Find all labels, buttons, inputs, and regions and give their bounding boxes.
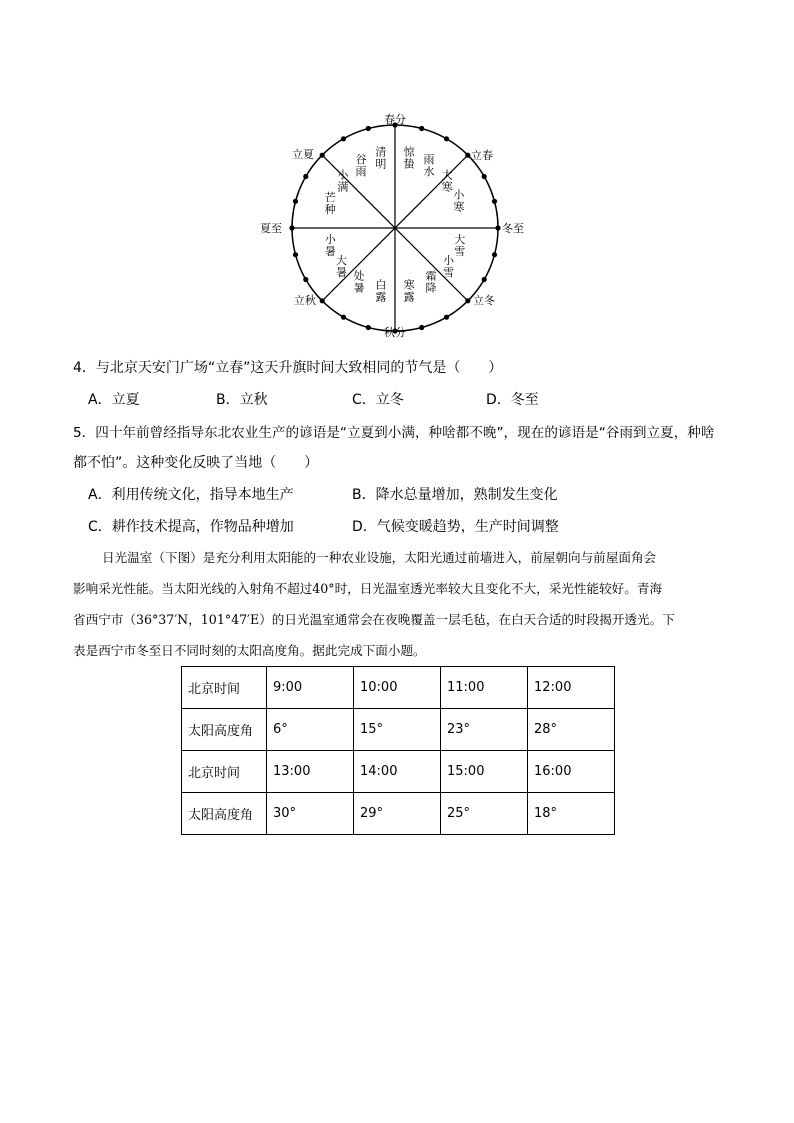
term-dot bbox=[341, 315, 346, 320]
term-dot bbox=[495, 225, 500, 230]
table-cell: 12:00 bbox=[528, 667, 615, 709]
table-cell: 30° bbox=[267, 793, 354, 835]
term-dot bbox=[419, 126, 424, 131]
inner-term-label: 谷雨 bbox=[355, 153, 367, 179]
table-cell: 太阳高度角 bbox=[182, 709, 267, 751]
q5-option-d[interactable]: D．气候变暖趋势，生产时间调整 bbox=[352, 519, 559, 535]
term-label-top-left: 立夏 bbox=[292, 148, 314, 161]
table-cell: 13:00 bbox=[267, 751, 354, 793]
term-label-left: 夏至 bbox=[260, 222, 282, 235]
q4-option-a[interactable]: A．立夏 bbox=[88, 392, 140, 408]
term-dot bbox=[293, 199, 298, 204]
term-dot bbox=[465, 153, 470, 158]
table-cell: 15° bbox=[354, 709, 441, 751]
question-5-stem-line1: 5．四十年前曾经指导东北农业生产的谚语是“立夏到小满，种啥都不晚”，现在的谚语是“谷雨到立夏，种啥 bbox=[73, 425, 715, 441]
passage-line-3: 省西宁市（36°37′N，101°47′E）的日光温室通常会在夜晚覆盖一层毛毡，在白天合适的时段揭开透光。下 bbox=[73, 612, 675, 627]
inner-term-label: 处暑 bbox=[353, 269, 365, 295]
term-dot bbox=[492, 199, 497, 204]
sun-altitude-table bbox=[181, 666, 615, 835]
inner-term-label: 小满 bbox=[337, 168, 349, 194]
q4-option-b[interactable]: B．立秋 bbox=[216, 392, 268, 408]
inner-term-label: 白露 bbox=[375, 278, 387, 304]
inner-term-label: 小雪 bbox=[443, 253, 455, 279]
term-dot bbox=[492, 252, 497, 257]
term-dot bbox=[482, 174, 487, 179]
inner-term-label: 大寒 bbox=[441, 168, 453, 194]
table-cell: 9:00 bbox=[267, 667, 354, 709]
table-cell: 25° bbox=[441, 793, 528, 835]
table-cell: 28° bbox=[528, 709, 615, 751]
passage-line-2: 影响采光性能。当太阳光线的入射角不超过40°时，日光温室透光率较大且变化不大，采光性能较好。青海 bbox=[73, 581, 663, 596]
term-dot bbox=[289, 225, 294, 230]
term-label-top-right: 立春 bbox=[471, 149, 493, 162]
inner-term-label: 大雪 bbox=[454, 233, 466, 258]
table-row bbox=[182, 667, 615, 709]
q5-option-b[interactable]: B．降水总量增加，熟制发生变化 bbox=[352, 487, 558, 503]
term-label-bottom-right: 立冬 bbox=[473, 294, 495, 307]
term-label-top: 春分 bbox=[384, 113, 406, 126]
term-dot bbox=[341, 136, 346, 141]
q4-option-c[interactable]: C．立冬 bbox=[352, 392, 404, 408]
table-cell: 16:00 bbox=[528, 751, 615, 793]
table-row bbox=[182, 751, 615, 793]
term-dot bbox=[320, 153, 325, 158]
q4-option-d[interactable]: D．冬至 bbox=[486, 392, 539, 408]
inner-term-label: 小暑 bbox=[324, 233, 336, 258]
term-label-bottom: 秋分 bbox=[384, 326, 406, 339]
table-cell: 10:00 bbox=[354, 667, 441, 709]
term-dot bbox=[293, 252, 298, 257]
inner-term-label: 小寒 bbox=[453, 188, 465, 214]
table-cell: 6° bbox=[267, 709, 354, 751]
solar-terms-diagram bbox=[250, 110, 540, 342]
term-label-right: 冬至 bbox=[502, 222, 524, 235]
term-dot bbox=[366, 126, 371, 131]
table-cell: 15:00 bbox=[441, 751, 528, 793]
table-cell: 29° bbox=[354, 793, 441, 835]
table-row bbox=[182, 709, 615, 751]
table-row bbox=[182, 793, 615, 835]
term-dot bbox=[303, 277, 308, 282]
passage-line-1: 日光温室（下图）是充分利用太阳能的一种农业设施，太阳光通过前墙进入，前屋朝向与前屋面角会 bbox=[102, 550, 657, 565]
term-dot bbox=[444, 315, 449, 320]
inner-term-label: 惊蛰 bbox=[403, 145, 415, 171]
question-5-stem-line2: 都不怕”。这种变化反映了当地（ ） bbox=[73, 455, 319, 471]
q5-option-a[interactable]: A．利用传统文化，指导本地生产 bbox=[88, 487, 294, 503]
question-4-stem: 4．与北京天安门广场“立春”这天升旗时间大致相同的节气是（ ） bbox=[73, 360, 503, 376]
inner-term-label: 芒种 bbox=[324, 191, 336, 216]
table-cell: 太阳高度角 bbox=[182, 793, 267, 835]
q5-option-c[interactable]: C．耕作技术提高，作物品种增加 bbox=[88, 519, 294, 535]
term-label-bottom-left: 立秋 bbox=[294, 294, 316, 307]
inner-term-label: 大暑 bbox=[335, 253, 347, 279]
table-cell: 11:00 bbox=[441, 667, 528, 709]
table-cell: 14:00 bbox=[354, 751, 441, 793]
table-cell: 北京时间 bbox=[182, 751, 267, 793]
term-dot bbox=[419, 325, 424, 330]
term-dot bbox=[320, 298, 325, 303]
term-dot bbox=[465, 298, 470, 303]
table-cell: 23° bbox=[441, 709, 528, 751]
term-dot bbox=[366, 325, 371, 330]
term-dot bbox=[444, 136, 449, 141]
inner-term-label: 霜降 bbox=[425, 269, 437, 295]
term-dot bbox=[303, 174, 308, 179]
passage-line-4: 表是西宁市冬至日不同时刻的太阳高度角。据此完成下面小题。 bbox=[73, 643, 426, 658]
table-cell: 北京时间 bbox=[182, 667, 267, 709]
inner-term-label: 雨水 bbox=[423, 153, 435, 179]
table-cell: 18° bbox=[528, 793, 615, 835]
inner-term-label: 清明 bbox=[375, 145, 387, 171]
inner-term-label: 寒露 bbox=[403, 278, 415, 304]
term-dot bbox=[482, 277, 487, 282]
